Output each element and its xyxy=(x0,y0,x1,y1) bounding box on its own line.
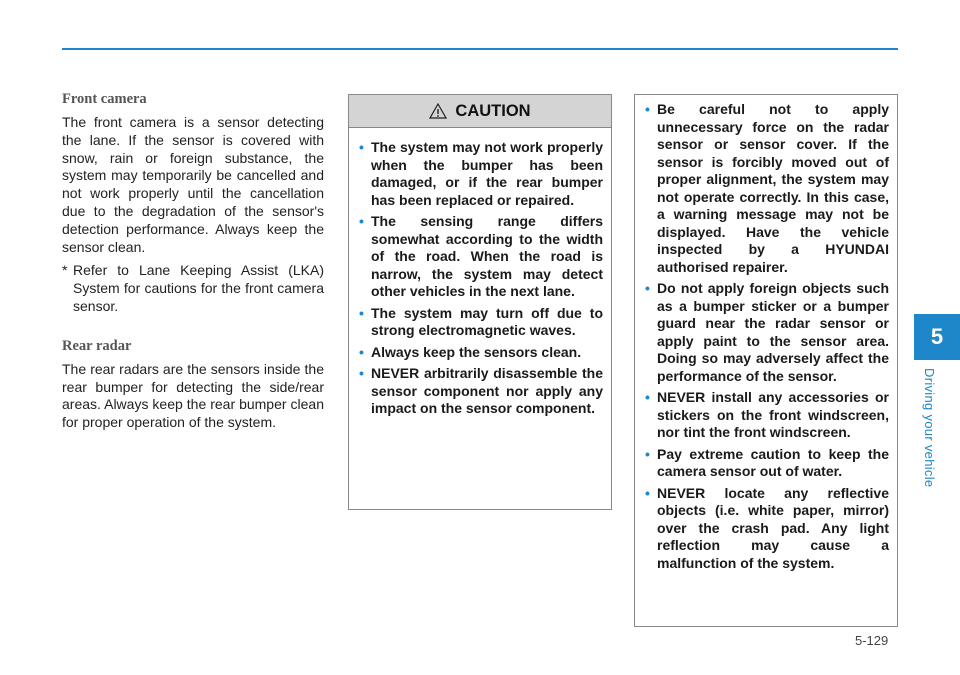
caution-item: • NEVER install any accessories or stickers on the front windscreen, nor tint the front windscreen. xyxy=(645,389,889,440)
bullet-icon: • xyxy=(645,280,650,296)
caution-item: • Always keep the sensors clean. xyxy=(359,343,582,360)
page-number: 5-129 xyxy=(855,633,889,648)
column-left xyxy=(62,91,324,432)
caution-item: • Pay extreme caution to keep the camera sensor out of water. xyxy=(645,445,889,479)
caution-item: • Do not apply foreign objects such as a bumper sticker or a bumper guard near the radar sensor or apply paint to the sensor area. Doing so may adversely affect the performance of the sensor. xyxy=(645,280,889,384)
rear-radar-text: The rear radars are the sensors inside the rear bumper for detecting the side/rear areas. Always keep the rear bumper clean for proper operation of the system. xyxy=(62,360,324,431)
note-text: Refer to Lane Keeping Assist (LKA) System for cautions for the front camera sensor. xyxy=(73,262,324,314)
caution-item: • NEVER arbitrarily disassemble the sensor component nor apply any impact on the sensor component. xyxy=(359,365,603,416)
caution-header xyxy=(349,95,611,128)
note xyxy=(62,262,324,315)
caution-title: CAUTION xyxy=(455,101,531,120)
caution-list xyxy=(349,128,611,418)
caution-item: • Be careful not to apply unnecessary force on the radar sensor or sensor cover. If the sensor is forcibly moved out of proper alignment, the system may not operate correctly. In this case, a warning message may not be displayed. Have the vehicle inspected by a HYUNDAI authorised repairer. xyxy=(645,101,889,275)
front-camera-heading: Front camera xyxy=(62,91,147,107)
caution-box xyxy=(348,94,612,510)
bullet-icon: • xyxy=(645,101,650,117)
bullet-icon: • xyxy=(645,389,650,405)
header-rule xyxy=(62,48,898,50)
bullet-icon: • xyxy=(645,484,650,501)
caution-item: • The sensing range differs somewhat according to the width of the road. When the road is narrow, the system may detect other vehicles in the next lane. xyxy=(359,213,603,299)
bullet-icon: • xyxy=(359,213,364,229)
bullet-icon: • xyxy=(359,304,364,321)
chapter-title: Driving your vehicle xyxy=(922,368,937,488)
caution-item: • The system may not work properly when the bumper has been damaged, or if the rear bumper has been replaced or repaired. xyxy=(359,139,603,208)
caution-item: • NEVER locate any reflective objects (i.e. white paper, mirror) over the crash pad. Any light reflection may cause a malfunction of the system. xyxy=(645,484,889,571)
bullet-icon: • xyxy=(359,365,364,381)
chapter-tab: 5 xyxy=(914,314,960,360)
note-asterisk: * xyxy=(62,262,68,279)
caution-item: • The system may turn off due to strong electromagnetic waves. xyxy=(359,304,603,338)
bullet-icon: • xyxy=(645,445,650,462)
caution-continued-list xyxy=(635,95,897,572)
rear-radar-heading: Rear radar xyxy=(62,337,132,354)
bullet-icon: • xyxy=(359,343,364,360)
front-camera-text: The front camera is a sensor detecting the lane. If the sensor is covered with snow, rain or foreign substance, the system may temporarily be cancelled and not work properly until the cancellation due to the degradation of the sensor's detection performance. Always keep the sensor clean. xyxy=(62,114,324,255)
warning-triangle-icon xyxy=(429,103,447,119)
caution-continued-box xyxy=(634,94,898,627)
bullet-icon: • xyxy=(359,139,364,155)
